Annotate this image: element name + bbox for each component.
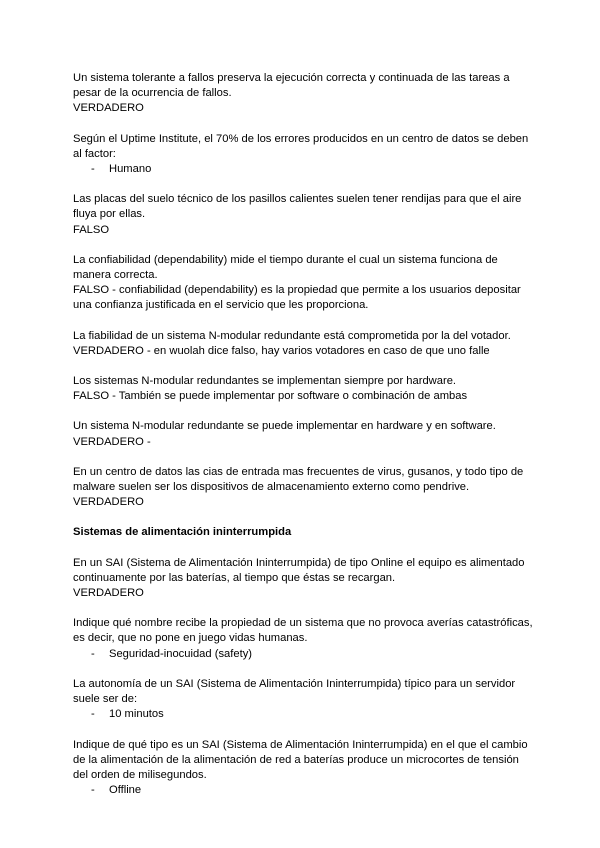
qa-item — [73, 132, 533, 178]
bullet-text: 10 minutos — [109, 708, 164, 721]
answer-text: FALSO - También se puede implementar por software o combinación de ambas — [73, 390, 468, 403]
question-text: Según el Uptime Institute, el 70% de los errores producidos en un centro de datos se deben al factor: — [73, 132, 529, 160]
answer-bullet — [73, 647, 533, 662]
answer-text: FALSO — [73, 223, 110, 236]
qa-item — [73, 192, 533, 238]
answer-bullet — [73, 707, 533, 722]
qa-item — [73, 738, 533, 799]
dash-marker: - — [91, 784, 95, 797]
qa-item — [73, 419, 533, 449]
answer-bullet — [73, 162, 533, 177]
qa-item — [73, 556, 533, 602]
qa-item — [73, 677, 533, 723]
qa-item — [73, 374, 533, 404]
question-text: Indique de qué tipo es un SAI (Sistema de Alimentación Ininterrumpida) en el que el cambio de la alimentación de la alimentación de red a baterías produce un microcortes de tensión del orden de milisegundos. — [73, 738, 528, 781]
dash-marker: - — [91, 163, 95, 176]
answer-text: VERDADERO - — [73, 435, 151, 448]
answer-text: VERDADERO - en wuolah dice falso, hay varios votadores en caso de que uno falle — [73, 344, 490, 357]
question-text: En un centro de datos las cias de entrada mas frecuentes de virus, gusanos, y todo tipo de malware suelen ser los dispositivos de almacenamiento externo como pendrive. — [73, 465, 524, 494]
question-text: Las placas del suelo técnico de los pasillos calientes suelen tener rendijas para que el aire fluya por ellas. — [73, 193, 522, 221]
question-text: En un SAI (Sistema de Alimentación Ininterrumpida) de tipo Online el equipo es alimentado continuamente por las baterías, al tiempo que éstas se recargan. — [73, 556, 525, 584]
answer-text: VERDADERO — [73, 102, 144, 115]
answer-bullet — [73, 783, 533, 798]
question-text: La autonomía de un SAI (Sistema de Alimentación Ininterrumpida) típico para un servidor suele ser de: — [73, 677, 516, 706]
bullet-text: Offline — [109, 784, 142, 797]
bullet-text: Seguridad-inocuidad (safety) — [109, 647, 253, 660]
answer-text: VERDADERO — [73, 496, 144, 509]
answer-text: FALSO - confiabilidad (dependability) es la propiedad que permite a los usuarios depositar una confianza justificada en el servicio que les proporciona. — [73, 284, 521, 312]
answer-text: VERDADERO — [73, 587, 144, 600]
qa-item — [73, 465, 533, 511]
document-page — [73, 71, 533, 813]
qa-item — [73, 616, 533, 662]
question-text: La fiabilidad de un sistema N-modular redundante está comprometida por la del votador. — [73, 329, 511, 342]
question-text: Los sistemas N-modular redundantes se implementan siempre por hardware. — [73, 375, 457, 388]
dash-marker: - — [91, 647, 95, 660]
question-text: Un sistema tolerante a fallos preserva la ejecución correcta y continuada de las tareas a pesar de la ocurrencia de fallos. — [73, 72, 510, 100]
section-heading: Sistemas de alimentación ininterrumpida — [73, 526, 292, 539]
question-text: La confiabilidad (dependability) mide el tiempo durante el cual un sistema funciona de manera correcta. — [73, 253, 498, 282]
bullet-text: Humano — [109, 163, 152, 176]
qa-item — [73, 253, 533, 314]
qa-item — [73, 329, 533, 359]
qa-item — [73, 71, 533, 117]
dash-marker: - — [91, 708, 95, 721]
question-text: Indique qué nombre recibe la propiedad de un sistema que no provoca averías catastróficas, es decir, que no pone en juego vidas humanas. — [73, 617, 533, 645]
question-text: Un sistema N-modular redundante se puede implementar en hardware y en software. — [73, 420, 496, 433]
